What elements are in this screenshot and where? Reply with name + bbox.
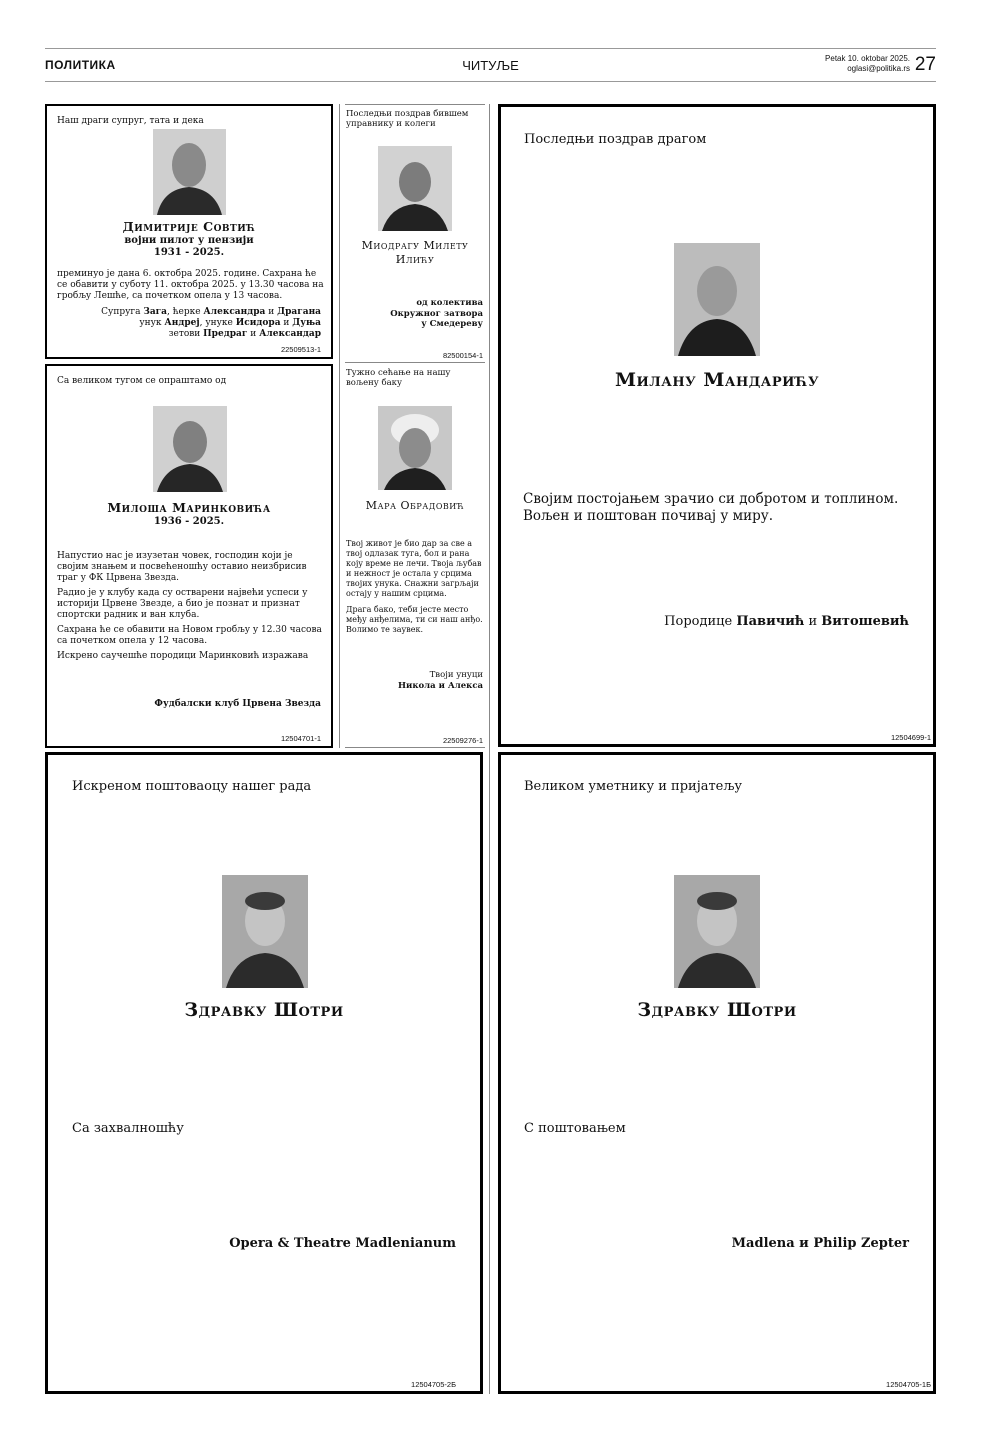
ad-code: 22509276-1 xyxy=(442,736,483,745)
life-years: 1931 - 2025. xyxy=(153,247,225,258)
signature: Твоји унуци Никола и Алекса xyxy=(397,670,483,691)
notice-intro: Тужно сећање на нашу вољену баку xyxy=(346,368,451,388)
deceased-name: Миодрагу Милету xyxy=(361,239,469,252)
portrait-photo xyxy=(674,875,760,988)
page-header xyxy=(45,48,936,82)
signature: Породице Павичић и Витошевић xyxy=(664,614,909,629)
family-line: Супруга Зага, ћерке Александра и Драгана xyxy=(101,307,321,317)
portrait-photo xyxy=(674,243,760,356)
deceased-name: Илићу xyxy=(395,253,435,266)
notice-intro: Великом уметнику и пријатељу xyxy=(524,779,742,794)
obituary-marinkovic xyxy=(45,364,333,748)
deceased-name: Милану Мандарићу xyxy=(614,369,820,391)
ad-code: 12504701-1 xyxy=(280,734,321,743)
bottom-rule xyxy=(345,747,485,748)
deceased-name: Здравку Шотри xyxy=(637,999,797,1021)
ad-code: 12504705-2Б xyxy=(411,1380,456,1389)
deceased-title: војни пилот у пензији xyxy=(124,235,254,246)
contact-email[interactable]: oglasi@politika.rs xyxy=(847,64,910,73)
tribute-text: Напустио нас је изузетан човек, господин који је својим знањем и посвећеношћу оставио неизбрисив траг у ФК Црвена Звезда. Радио је у клубу када су остварени највећи успеси у историји Црвене Звезде, а био је познат и признат спортски радник и ван клуба. Сахрана ће се обавити на Новом гробљу у 12.30 часова са почетком опела у 12 часова. Искрено саучешће породици Маринковић изражава xyxy=(57,551,322,661)
obituary-ilic xyxy=(345,104,485,360)
deceased-name: Здравку Шотри xyxy=(184,999,344,1021)
life-years: 1936 - 2025. xyxy=(153,516,225,527)
signature: Фудбалски клуб Црвена Звезда xyxy=(154,699,321,709)
issue-date: Petak 10. oktobar 2025. xyxy=(825,54,910,63)
header-info xyxy=(825,54,910,74)
obituary-obradovic xyxy=(345,362,485,748)
tribute-text: Твој живот је био дар за све а твој одлазак туга, бол и рана коју време не лечи. Твоја љубав и нежност је остала у срцима твојих унука. Снажни загрљаји остају у нашим срцима. Драга бако, теби јесте место међу анђелима, ти си наш анђо. Волимо те заувек. xyxy=(346,539,483,634)
funeral-details: преминуо је дана 6. октобра 2025. године. Сахрана ће се обавити у суботу 11. октобра 2025. у 13.30 часова на гробљу Лешће, са почетком опела у 13 часова. xyxy=(57,269,324,301)
signature: од колектива Окружног затвора у Смедереву xyxy=(390,298,483,329)
newspaper-logo: ПОЛИТИКА xyxy=(45,58,116,72)
portrait-photo xyxy=(153,129,226,215)
column-divider xyxy=(489,104,490,1394)
obituary-mandaric xyxy=(498,104,936,747)
ad-code: 22509513-1 xyxy=(280,345,321,354)
deceased-name: Милоша Маринковића xyxy=(107,500,271,515)
top-rule xyxy=(345,104,485,105)
deceased-name: Мара Обрадовић xyxy=(365,499,465,512)
top-rule xyxy=(345,362,485,363)
obituary-sovtic xyxy=(45,104,333,359)
ad-code: 12504699-1 xyxy=(890,733,931,742)
page-number: 27 xyxy=(914,54,936,75)
signature: Madlena и Philip Zepter xyxy=(731,1236,909,1251)
ad-code: 82500154-1 xyxy=(442,351,483,360)
notice-intro: Са великом тугом се опраштамо од xyxy=(57,376,227,386)
portrait-photo xyxy=(153,406,227,492)
ad-code: 12504705-1Б xyxy=(886,1380,931,1389)
obituary-sotra-zepter xyxy=(498,752,936,1394)
notice-intro: Последњи поздрав бившем управнику и колеги xyxy=(346,109,469,129)
deceased-name: Димитрије Совтић xyxy=(122,219,256,234)
obituary-sotra-madlenianum xyxy=(45,752,483,1394)
tribute-text: Својим постојањем зрачио си добротом и топлином. Вољен и поштован почивај у миру. xyxy=(523,491,899,524)
column-divider xyxy=(339,104,340,748)
notice-intro: Наш драги супруг, тата и дека xyxy=(57,116,204,126)
family-line: унук Андреј, унуке Исидора и Дуња xyxy=(139,318,321,328)
portrait-photo xyxy=(378,146,452,231)
notice-intro: Искреном поштоваоцу нашег рада xyxy=(72,779,312,794)
notice-intro: Последњи поздрав драгом xyxy=(524,132,707,147)
portrait-photo xyxy=(378,406,452,490)
signature: Opera & Theatre Madlenianum xyxy=(229,1236,456,1251)
closing-phrase: С поштовањем xyxy=(524,1121,626,1136)
family-line: зетови Предраг и Александар xyxy=(168,329,321,339)
closing-phrase: Са захвалношћу xyxy=(72,1121,184,1136)
section-title: ЧИТУЉЕ xyxy=(462,58,519,73)
portrait-photo xyxy=(222,875,308,988)
